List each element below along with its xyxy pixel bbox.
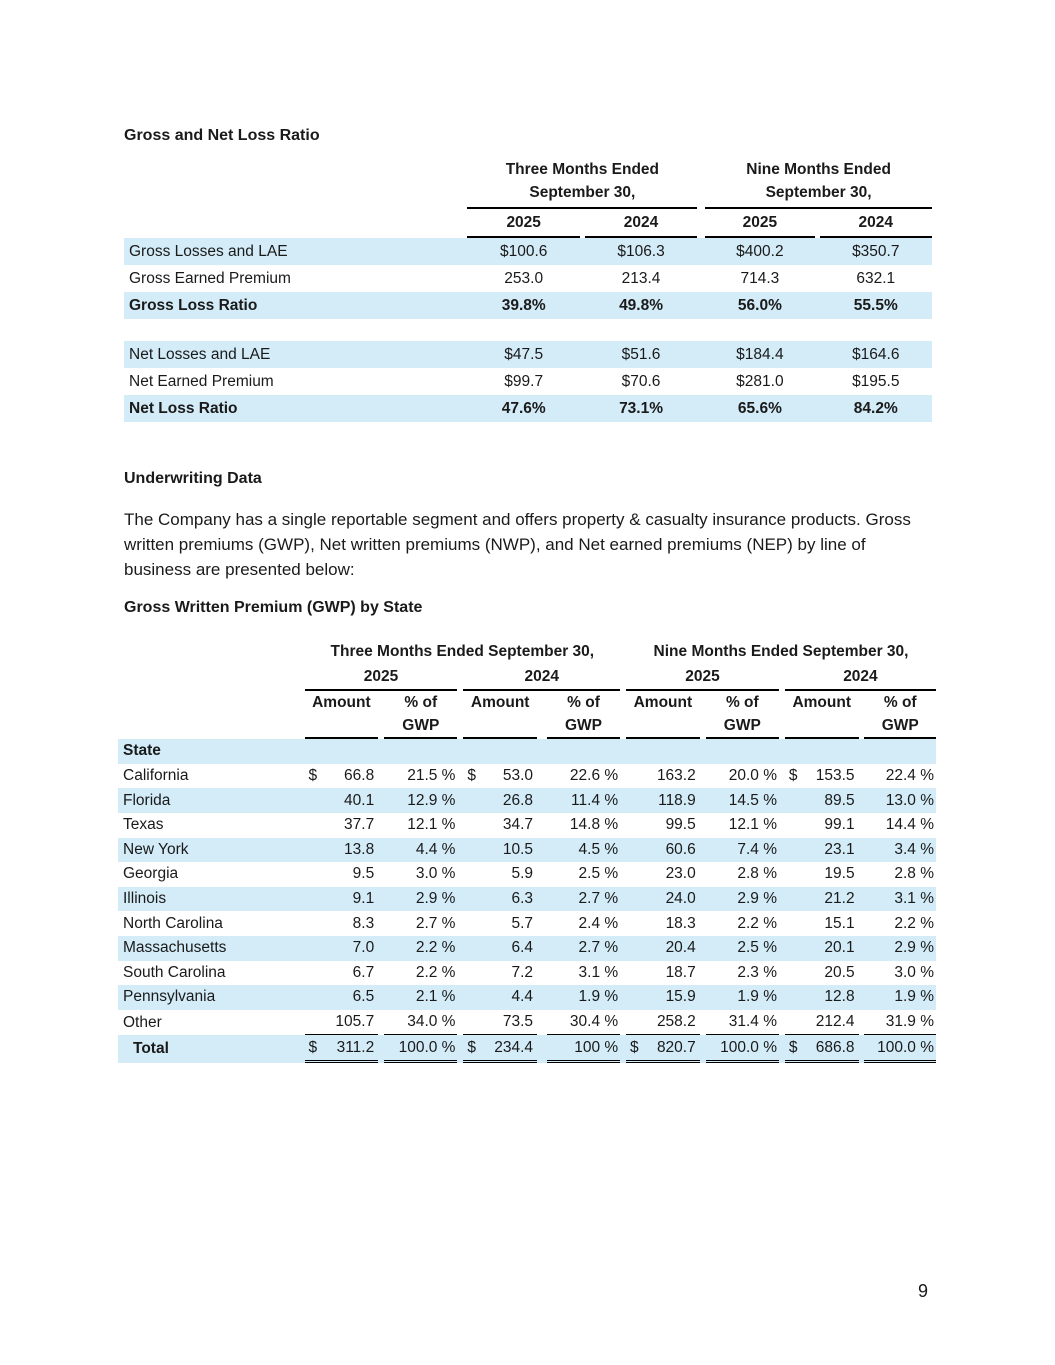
- loss-row-value: 632.1: [856, 269, 896, 287]
- state-name: Illinois: [118, 887, 305, 912]
- state-row: [118, 764, 936, 789]
- loss-row-value: $51.6: [585, 341, 697, 368]
- pct-cell: 2.8 %: [737, 865, 777, 883]
- amount-cell: $ 234.4: [463, 1035, 537, 1063]
- pct-cell: 1.9 %: [706, 985, 779, 1010]
- pct-cell: 14.4 %: [885, 816, 934, 834]
- state-row: [118, 862, 936, 887]
- pct-cell: 3.0 %: [415, 865, 456, 883]
- pct-cell: 3.1 %: [864, 887, 936, 912]
- amount-cell: 7.0: [305, 936, 379, 961]
- amount-header: Amount: [463, 691, 537, 739]
- pct-cell: 7.4 %: [706, 838, 779, 863]
- gwp-year-header: 2025: [305, 665, 458, 692]
- state-name: New York: [118, 838, 305, 863]
- gwp-nine-months-header: Nine Months Ended September 30,: [653, 643, 909, 661]
- underwriting-title: Underwriting Data: [124, 470, 262, 487]
- amount-cell: 20.1: [785, 936, 859, 961]
- loss-table-row: [124, 368, 932, 395]
- amount-cell: $ 53.0: [467, 767, 534, 785]
- amount-cell: 89.5: [785, 788, 859, 813]
- amount-cell: $ 820.7: [626, 1035, 700, 1063]
- year-header: 2024: [585, 209, 697, 238]
- amount-header: Amount: [626, 691, 700, 739]
- pct-gwp-header: % of GWP: [384, 691, 457, 739]
- pct-cell: 3.1 %: [578, 963, 619, 981]
- amount-cell: 15.9: [626, 985, 700, 1010]
- amount-cell: 6.4: [463, 936, 537, 961]
- state-name: South Carolina: [123, 963, 226, 981]
- loss-row-value: $164.6: [820, 341, 932, 368]
- loss-row-value: 49.8%: [585, 292, 697, 319]
- pct-cell: 100.0 %: [384, 1035, 457, 1063]
- amount-cell: 6.3: [463, 887, 537, 912]
- pct-gwp-header: % of GWP: [706, 691, 779, 739]
- amount-cell: 34.7: [502, 816, 534, 834]
- loss-table-row: [124, 341, 932, 368]
- pct-cell: 12.1 %: [728, 816, 777, 834]
- pct-cell: 1.9 %: [864, 985, 936, 1010]
- year-header: 2025: [467, 209, 579, 238]
- amount-cell: 8.3: [352, 914, 375, 932]
- pct-cell: 2.4 %: [578, 914, 619, 932]
- pct-cell: 4.4 %: [384, 838, 457, 863]
- pct-cell: 2.5 %: [706, 936, 779, 961]
- loss-row-value: $99.7: [504, 372, 544, 390]
- amount-cell: 37.7: [344, 816, 375, 834]
- pct-cell: 3.4 %: [864, 838, 936, 863]
- amount-cell: 7.2: [511, 963, 534, 981]
- loss-row-value: 56.0%: [705, 292, 814, 319]
- pct-cell: 2.9 %: [384, 887, 457, 912]
- pct-cell: 4.5 %: [547, 838, 620, 863]
- amount-cell: $ 686.8: [785, 1035, 859, 1063]
- state-row: [118, 936, 936, 961]
- amount-cell: 163.2: [656, 767, 696, 785]
- amount-cell: 212.4: [785, 1010, 859, 1036]
- loss-table-row: [124, 292, 932, 319]
- amount-cell: 4.4: [463, 985, 537, 1010]
- three-months-header: Three Months Ended September 30,: [467, 158, 697, 209]
- page-number: 9: [918, 1281, 929, 1301]
- amount-cell: 6.5: [305, 985, 379, 1010]
- pct-cell: 11.4 %: [547, 788, 620, 813]
- amount-cell: 9.5: [352, 865, 375, 883]
- pct-cell: 2.3 %: [737, 963, 777, 981]
- pct-cell: 2.5 %: [578, 865, 619, 883]
- loss-row-label: Gross Earned Premium: [129, 269, 291, 287]
- underwriting-paragraph: The Company has a single reportable segment and offers property & casualty insurance products. Gross written premiums (GWP), Net written premiums (NWP), and Net earned premiums (NEP) by line of business are presented below:: [124, 510, 911, 579]
- loss-table-row: [124, 395, 932, 422]
- amount-cell: 15.1: [824, 914, 855, 932]
- amount-header: Amount: [785, 691, 859, 739]
- pct-cell: 2.7 %: [547, 887, 620, 912]
- amount-cell: $ 153.5: [788, 767, 855, 785]
- state-row: [118, 1010, 936, 1036]
- loss-table-row: [124, 265, 932, 292]
- amount-cell: 60.6: [626, 838, 700, 863]
- state-row: [118, 788, 936, 813]
- state-row: [118, 887, 936, 912]
- pct-cell: 2.9 %: [864, 936, 936, 961]
- pct-cell: 31.9 %: [864, 1010, 936, 1036]
- pct-cell: 2.8 %: [894, 865, 934, 883]
- pct-cell: 1.9 %: [547, 985, 620, 1010]
- amount-cell: 12.8: [785, 985, 859, 1010]
- amount-cell: 23.0: [665, 865, 696, 883]
- pct-cell: 31.4 %: [706, 1010, 779, 1036]
- state-row: [118, 838, 936, 863]
- state-name: California: [123, 767, 189, 785]
- loss-row-value: 84.2%: [820, 395, 932, 422]
- amount-cell: 20.4: [626, 936, 700, 961]
- loss-row-label: Net Loss Ratio: [124, 395, 467, 422]
- nine-months-header: Nine Months Ended September 30,: [705, 158, 932, 209]
- loss-row-value: $70.6: [621, 372, 661, 390]
- pct-cell: 100.0 %: [706, 1035, 779, 1063]
- amount-cell: 40.1: [305, 788, 379, 813]
- loss-row-label: Gross Loss Ratio: [124, 292, 467, 319]
- state-row: [118, 961, 936, 986]
- amount-cell: 6.7: [352, 963, 375, 981]
- state-name: Other: [123, 1013, 162, 1031]
- amount-cell: 258.2: [626, 1010, 700, 1036]
- amount-cell: 21.2: [785, 887, 859, 912]
- pct-cell: 14.5 %: [706, 788, 779, 813]
- loss-row-value: 714.3: [740, 269, 780, 287]
- state-name: Total: [118, 1035, 305, 1063]
- amount-cell: 5.7: [511, 914, 534, 932]
- amount-cell: 73.5: [463, 1010, 537, 1036]
- amount-cell: 105.7: [305, 1010, 379, 1036]
- pct-cell: 2.2 %: [415, 963, 456, 981]
- year-header: 2024: [820, 209, 932, 238]
- pct-cell: 2.2 %: [737, 914, 777, 932]
- state-row: [118, 911, 936, 936]
- loss-row-value: 47.6%: [467, 395, 579, 422]
- loss-ratio-table: [124, 158, 932, 422]
- loss-row-value: $400.2: [705, 238, 814, 265]
- gwp-year-header: 2024: [463, 665, 620, 692]
- loss-table-row: [124, 238, 932, 265]
- state-name: Pennsylvania: [118, 985, 305, 1010]
- amount-cell: 19.5: [824, 865, 855, 883]
- pct-cell: 2.2 %: [384, 936, 457, 961]
- pct-cell: 30.4 %: [547, 1010, 620, 1036]
- pct-cell: 12.1 %: [407, 816, 456, 834]
- amount-cell: 99.1: [824, 816, 855, 834]
- pct-cell: 100 %: [547, 1035, 620, 1063]
- amount-cell: 13.8: [305, 838, 379, 863]
- loss-row-value: 39.8%: [467, 292, 579, 319]
- gwp-year-header: 2024: [785, 665, 936, 692]
- pct-gwp-header: % of GWP: [547, 691, 620, 739]
- state-name: Massachusetts: [118, 936, 305, 961]
- state-row: [118, 1035, 936, 1063]
- amount-cell: 5.9: [511, 865, 534, 883]
- state-name: Texas: [123, 816, 164, 834]
- amount-cell: 26.8: [463, 788, 537, 813]
- gwp-year-header: 2025: [626, 665, 779, 692]
- pct-cell: 14.8 %: [569, 816, 619, 834]
- loss-row-value: 253.0: [504, 269, 544, 287]
- loss-row-label: Net Losses and LAE: [124, 341, 467, 368]
- loss-row-value: $195.5: [852, 372, 900, 390]
- pct-cell: 2.1 %: [384, 985, 457, 1010]
- pct-cell: 2.7 %: [415, 914, 456, 932]
- loss-row-value: $100.6: [467, 238, 579, 265]
- amount-cell: 18.3: [665, 914, 696, 932]
- pct-cell: 2.9 %: [706, 887, 779, 912]
- pct-cell: 2.7 %: [547, 936, 620, 961]
- amount-header: Amount: [305, 691, 379, 739]
- pct-cell: 22.6 %: [569, 767, 619, 785]
- amount-cell: 118.9: [626, 788, 700, 813]
- amount-cell: $ 311.2: [305, 1035, 379, 1063]
- pct-cell: 3.0 %: [894, 963, 934, 981]
- loss-row-value: $47.5: [467, 341, 579, 368]
- gwp-by-state-table: [118, 640, 936, 1063]
- amount-cell: $ 66.8: [308, 767, 375, 785]
- pct-cell: 21.5 %: [407, 767, 456, 785]
- pct-cell: 34.0 %: [384, 1010, 457, 1036]
- state-name: North Carolina: [123, 914, 223, 932]
- amount-cell: 18.7: [665, 963, 696, 981]
- gwp-by-state-title: Gross Written Premium (GWP) by State: [124, 599, 423, 616]
- pct-cell: 2.2 %: [894, 914, 934, 932]
- loss-row-value: 65.6%: [705, 395, 814, 422]
- state-column-label: State: [118, 739, 305, 764]
- loss-row-value: $106.3: [585, 238, 697, 265]
- loss-row-value: $184.4: [705, 341, 814, 368]
- pct-gwp-header: % of GWP: [864, 691, 936, 739]
- amount-cell: 20.5: [824, 963, 855, 981]
- pct-cell: 100.0 %: [864, 1035, 936, 1063]
- loss-row-value: 213.4: [621, 269, 661, 287]
- loss-ratio-title: Gross and Net Loss Ratio: [124, 127, 320, 144]
- amount-cell: 10.5: [463, 838, 537, 863]
- amount-cell: 9.1: [305, 887, 379, 912]
- amount-cell: 99.5: [665, 816, 696, 834]
- state-row: [118, 985, 936, 1010]
- amount-cell: 23.1: [785, 838, 859, 863]
- pct-cell: 22.4 %: [885, 767, 934, 785]
- pct-cell: 20.0 %: [728, 767, 777, 785]
- state-name: Florida: [118, 788, 305, 813]
- loss-row-value: 73.1%: [585, 395, 697, 422]
- loss-row-value: $350.7: [820, 238, 932, 265]
- year-header: 2025: [705, 209, 814, 238]
- gwp-three-months-header: Three Months Ended September 30,: [330, 643, 595, 661]
- loss-row-label: Gross Losses and LAE: [124, 238, 467, 265]
- loss-row-value: $281.0: [736, 372, 784, 390]
- state-row: [118, 813, 936, 838]
- pct-cell: 13.0 %: [864, 788, 936, 813]
- loss-row-value: 55.5%: [820, 292, 932, 319]
- amount-cell: 24.0: [626, 887, 700, 912]
- loss-row-label: Net Earned Premium: [129, 372, 274, 390]
- state-name: Georgia: [123, 865, 179, 883]
- pct-cell: 12.9 %: [384, 788, 457, 813]
